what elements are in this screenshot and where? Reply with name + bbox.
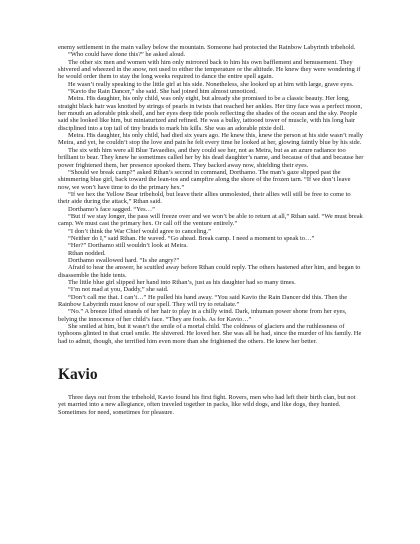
paragraph: He wasn’t really speaking to the little girl at his side. Nonetheless, she looked up at him with large, grave eyes.	[68, 80, 354, 88]
paragraph: “Should we break camp?” asked Rthan’s second in command, Dorthamo. The man’s gaze slipped past the shimmering blue girl, back toward the lean-tos and campfire along the shore of the frozen tarn. “If we don’t leave now, we won’t have time to do the primary hex.”	[58, 168, 351, 191]
paragraph: Dorthamo swallowed hard. “Is she angry?”	[68, 256, 180, 264]
paragraph: The little blue girl slipped her hand into Rthan’s, just as his daughter had so many times.	[68, 279, 296, 286]
paragraph: “If we hex the Yellow Bear tribehold, but leave their allies unmolested, their allies will still be free to come to their aide during the attack,” Rthan said.	[58, 190, 351, 206]
paragraph: “No.” A breeze lifted strands of her hair to play in a chilly wind. Dark, inhuman power shone from her eyes, belying the innocence of her child’s face. “They are fools. As for Kavio…”	[58, 308, 347, 323]
paragraph: “Neither do I,” said Rthan. He waved. “Go ahead. Break camp. I need a moment to speak to…”	[68, 234, 315, 242]
paragraph: Three days out from the tribehold, Kavio found his first fight. Rovers, men who had left their birth clan, but not yet married into a new allegiance, often traveled together in packs, like wild dogs, and like dogs, they hunted. Sometimes for need, sometimes for pleasure.	[58, 394, 356, 416]
paragraph: “Her?” Dorthamo still wouldn’t look at Meira.	[68, 242, 188, 250]
paragraph: enemy settlement in the main valley below the mountain. Someone had protected the Rainbow Labyrinth tribehold.	[58, 44, 356, 51]
paragraph: “I’m not mad at you, Daddy,” she said.	[68, 286, 169, 294]
paragraph: “Don’t call me that. I can’t…” He pulled his hand away. “You said Kavio the Rain Dancer did this. Then the Rainbow Labyrinth must know of our spell. They will try to retaliate.”	[58, 293, 348, 309]
paragraph: Rthan nodded.	[68, 249, 106, 257]
paragraph: “Who could have done this?” he asked aloud.	[68, 51, 186, 59]
paragraph: She smiled at him, but it wasn’t the smile of a mortal child. The coldness of glaciers and the ruthlessness of typhoons glinted in that cruel smile. He shivered. He loved her. She was all he had, since the murder of his family. He had to admit, though, she terrified him even more than she frightened the others. He knew her better.	[58, 323, 362, 345]
paragraph: “Kavio the Rain Dancer,” she said. She had joined him almost unnoticed.	[68, 88, 257, 96]
paragraph: Meira. His daughter, his only child, was only eight, but already she promised to be a classic beauty. Her long, straight black hair was knotted by strings of pearls in twists that reached her ankles. Her tiny face was a perfect moon, her mouth an adorable pink shell, and her eyes deep tide pools reflecting the shades of the ocean and the sky. People said she looked like him, but miniaturized and refined. He was a bulky, tattooed tower of muscle, with his long hair disciplined into a top tail of tiny braids to mark his kills. She was an adorable pixie doll.	[58, 95, 363, 132]
chapter-body	[58, 394, 364, 416]
paragraph: Meira. His daughter, his only child, had died six years ago. He knew this, knew the person at his side wasn’t really Meira, and yet, he couldn’t stop the love and pain he felt every time he looked at her, glowing faintly blue by his side.	[58, 132, 363, 147]
paragraph: Dorthamo’s face sagged. “Yes…”	[68, 205, 155, 213]
paragraph: The six with him were all Blue Tavaedies, and they could see her, not as Meira, but as an azure radiance too brilliant to bear. They knew he sometimes called her by his dead daughter’s name, and because of that and because her power frightened them, her presence spooked them. They backed away now, shielding their eyes.	[58, 146, 364, 169]
paragraph: “But if we stay longer, the pass will freeze over and we won’t be able to return at all,” Rthan said. “We must break camp. We must cast the primary hex. Or call off the venture entirely.”	[58, 212, 363, 228]
paragraph: “I don’t think the War Chief would agree to canceling.”	[68, 227, 211, 235]
paragraph: Afraid to hear the answer, he scuttled away before Rthan could reply. The others hastened after him, and began to disassemble the hide tents.	[58, 264, 361, 279]
paragraph: The other six men and women with him only mirrored back to him his own bafflement and bemusement. They shivered and wheezed in the snow, not used to either the temperature or the altitude. He knew they were wondering if he would order them to stay the long weeks required to dance the entire spell again.	[58, 58, 361, 81]
chapter-title: Kavio	[58, 366, 98, 384]
prose-section	[58, 44, 364, 345]
